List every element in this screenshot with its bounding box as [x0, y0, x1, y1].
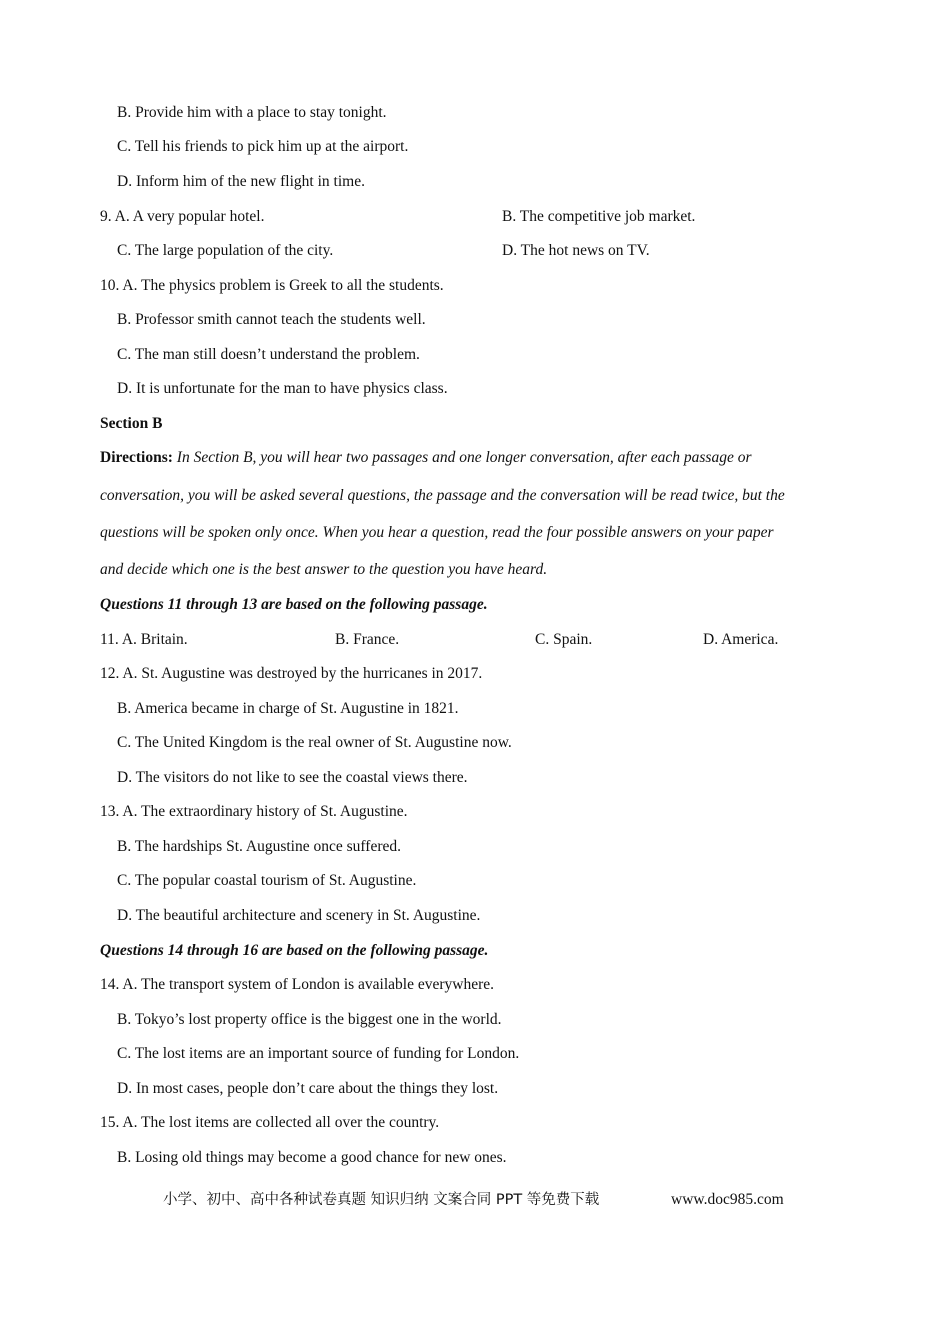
directions-text-1: In Section B, you will hear two passages and one longer conversation, after each passage or	[176, 449, 752, 466]
q11-option-b: B. France.	[335, 631, 400, 648]
directions-line-1	[100, 448, 752, 468]
q11-option-a: 11. A. Britain.	[100, 631, 188, 648]
section-b-title: Section B	[100, 415, 163, 432]
q12-option-d: D. The visitors do not like to see the coastal views there.	[117, 769, 468, 786]
q14-option-c: C. The lost items are an important source of funding for London.	[117, 1045, 520, 1062]
q9-option-a: 9. A. A very popular hotel.	[100, 208, 265, 225]
q13-option-d: D. The beautiful architecture and scenery in St. Augustine.	[117, 907, 481, 924]
page-footer	[163, 1190, 784, 1210]
q15-option-b: B. Losing old things may become a good chance for new ones.	[117, 1149, 507, 1166]
q10-option-d: D. It is unfortunate for the man to have physics class.	[117, 380, 448, 397]
q14-option-d: D. In most cases, people don’t care about the things they lost.	[117, 1080, 499, 1097]
directions-line-2: conversation, you will be asked several questions, the passage and the conversation will be read twice, but the	[100, 487, 785, 504]
q10-option-b: B. Professor smith cannot teach the students well.	[117, 311, 426, 328]
group1-heading: Questions 11 through 13 are based on the following passage.	[100, 596, 488, 613]
footer-text: 小学、初中、高中各种试卷真题 知识归纳 文案合同 PPT 等免费下载	[163, 1192, 600, 1208]
q11-option-c: C. Spain.	[535, 631, 593, 648]
q11-option-d: D. America.	[703, 631, 779, 648]
q8-option-c: C. Tell his friends to pick him up at the airport.	[117, 138, 409, 155]
q10-option-a: 10. A. The physics problem is Greek to all the students.	[100, 277, 444, 294]
q10-option-c: C. The man still doesn’t understand the problem.	[117, 346, 420, 363]
q13-option-a: 13. A. The extraordinary history of St. Augustine.	[100, 803, 408, 820]
q12-option-b: B. America became in charge of St. Augustine in 1821.	[117, 700, 459, 717]
q9-option-b: B. The competitive job market.	[502, 208, 696, 225]
q14-option-a: 14. A. The transport system of London is available everywhere.	[100, 976, 495, 993]
directions-line-3: questions will be spoken only once. When you hear a question, read the four possible answers on your paper	[100, 524, 774, 541]
q9-option-d: D. The hot news on TV.	[502, 242, 650, 259]
q14-option-b: B. Tokyo’s lost property office is the biggest one in the world.	[117, 1011, 502, 1028]
q8-option-b: B. Provide him with a place to stay tonight.	[117, 104, 387, 121]
group2-heading: Questions 14 through 16 are based on the following passage.	[100, 942, 489, 959]
q8-option-d: D. Inform him of the new flight in time.	[117, 173, 365, 190]
directions-line-4: and decide which one is the best answer to the question you have heard.	[100, 561, 548, 578]
directions-label: Directions:	[100, 449, 173, 466]
footer-url[interactable]: www.doc985.com	[671, 1191, 784, 1208]
q9-option-c: C. The large population of the city.	[117, 242, 334, 259]
q12-option-a: 12. A. St. Augustine was destroyed by the hurricanes in 2017.	[100, 665, 483, 682]
q15-option-a: 15. A. The lost items are collected all over the country.	[100, 1114, 440, 1131]
q13-option-b: B. The hardships St. Augustine once suffered.	[117, 838, 401, 855]
q12-option-c: C. The United Kingdom is the real owner of St. Augustine now.	[117, 734, 512, 751]
q13-option-c: C. The popular coastal tourism of St. Augustine.	[117, 872, 417, 889]
